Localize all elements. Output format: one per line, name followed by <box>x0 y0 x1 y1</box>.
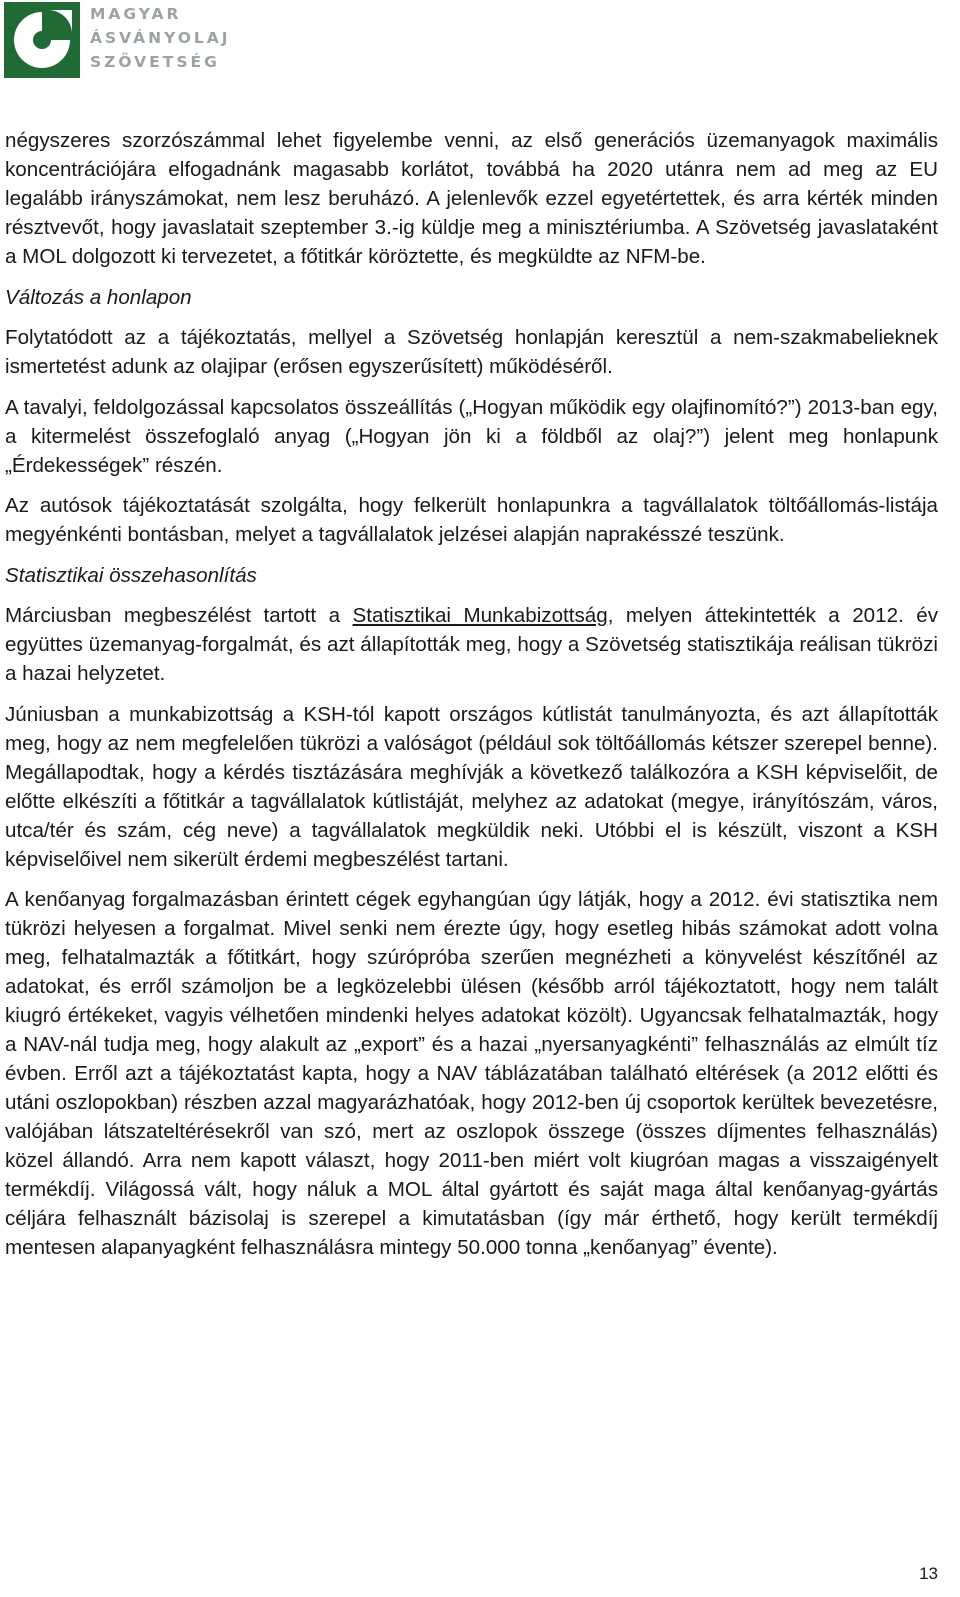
statistics-committee-link[interactable]: Statisztikai Munkabizottság <box>352 604 608 627</box>
paragraph-website-articles: A tavalyi, feldolgozással kapcsolatos összeállítás („Hogyan működik egy olajfinomító?”) 2013-ban egy, a kitermelést összefoglaló anyag („Hogyan jön ki a földből az olaj?”) jelent meg honlapunk „Érdekességek” részén. <box>5 395 938 477</box>
paragraph-station-list: Az autósok tájékoztatását szolgálta, hogy felkerült honlapunkra a tagvállalatok töltőállomás-listája megyénkénti bontásban, melyet a tagvállalatok jelzései alapján naprakésszé teszünk. <box>5 494 938 546</box>
page-header <box>4 2 231 80</box>
paragraph-biofuel-proposal: négyszeres szorzószámmal lehet figyelembe venni, az első generációs üzemanyagok maximális koncentrációjára elfogadnánk magasabb korlátot, továbbá ha 2020 utánra nem ad meg az EU legalább irányszámokat, nem lesz beruházó. A jelenlevők ezzel egyetértettek, és arra kérték minden résztvevőt, hogy javaslatait szeptember 3.-ig küldje meg a minisztériumba. A Szövetség javaslataként a MOL dolgozott ki tervezetet, a főtitkár köröztette, és megküldte az NFM-be. <box>5 129 938 268</box>
page-number: 13 <box>919 1564 938 1583</box>
document-body <box>5 126 938 1274</box>
march-meeting-text-end: , melyen áttekintették a 2012. év együttes üzemanyag-forgalmát, és azt állapították meg, hogy a Szövetség statisztikája reálisan tükrözi a hazai helyzetet. <box>5 604 938 685</box>
association-name <box>90 2 231 74</box>
association-name-line2: ÁSVÁNYOLAJ <box>90 29 231 47</box>
paragraph-website-info: Folytatódott az a tájékoztatás, mellyel a Szövetség honlapján keresztül a nem-szakmabelieknek ismertetést adunk az olajipar (erősen egyszerűsített) működéséről. <box>5 326 938 378</box>
association-logo-icon <box>4 2 80 78</box>
paragraph-lubricants: A kenőanyag forgalmazásban érintett cégek egyhangúan úgy látják, hogy a 2012. évi statisztika nem tükrözi helyesen a forgalmat. Mivel senki nem érezte úgy, hogy esetleg hibás számokat adott volna meg, felhatalmazták a főtitkárt, hogy szúrópróba szerűen megnézheti a könyvelést készítőnél az adatokat, és erről számoljon be a legközelebbi ülésen (később arról tájékoztatott, hogy nem talált kiugró értékeket, vagyis vélhetően mindenki helyes adatokat közölt). Ugyancsak felhatalmazták, hogy a NAV-nál tudja meg, hogy alakult az „export” és a hazai „nyersanyagkénti” felhasználás az elmúlt tíz évben. Erről azt a tájékoztatást kapta, hogy a NAV táblázatában található eltérések (a 2012 előtti és utáni oszlopokban) részben azzal magyarázhatóak, hogy 2012-ben új csoportok kerültek bevezetésre, valójában látszateltérésekről van szó, mert az oszlopok összege (összes díjmentes felhasználás) közel állandó. Arra nem kapott választ, hogy 2011-ben miért volt kiugróan magas a visszaigényelt termékdíj. Világossá vált, hogy náluk a MOL által gyártott és saját maga által kenőanyag-gyártás céljára felhasznált bázisolaj is szerepel a kimutatásban (így már érthető, hogy került termékdíj mentesen alapanyagként felhasználásra mintegy 50.000 tonna „kenőanyag” évente). <box>5 888 938 1259</box>
association-name-line1: MAGYAR <box>90 5 182 23</box>
march-meeting-text-start: Márciusban megbeszélést tartott a <box>5 604 353 627</box>
section-heading-statistics: Statisztikai összehasonlítás <box>5 563 257 587</box>
paragraph-march-meeting <box>5 601 938 688</box>
association-name-line3: SZÖVETSÉG <box>90 53 220 71</box>
section-heading-website: Változás a honlapon <box>5 285 192 309</box>
paragraph-june-meeting: Júniusban a munkabizottság a KSH-tól kapott országos kútlistát tanulmányozta, és azt állapították meg, hogy az nem megfelelően tükrözi a valóságot (például sok töltőállomás kétszer szerepel benne). Megállapodtak, hogy a kérdés tisztázására meghívják a következő találkozóra a KSH képviselőit, de előtte elkészíti a főtitkár a tagvállalatok kútlistáját, melyhez az adatokat (megye, irányítószám, város, utca/tér és szám, cég neve) a tagvállalatok megküldik neki. Utóbbi el is készült, viszont a KSH képviselőivel nem sikerült érdemi megbeszélést tartani. <box>5 702 938 871</box>
